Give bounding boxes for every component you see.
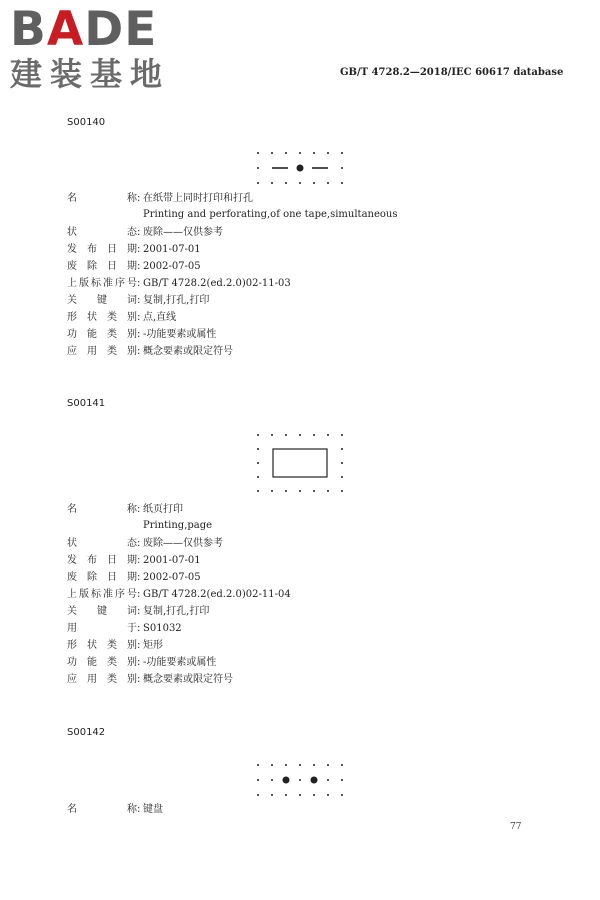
page-number: 77 xyxy=(510,822,522,832)
field-name xyxy=(67,803,163,817)
field-label: 用于 xyxy=(67,623,137,634)
field-value: 概念要素或限定符号 xyxy=(143,674,233,685)
colon: : xyxy=(137,261,141,272)
field-value: 废除——仅供参考 xyxy=(143,227,223,238)
colon: : xyxy=(137,329,141,340)
standard-reference: GB/T 4728.2—2018/IEC 60617 database xyxy=(340,67,564,78)
field-value: 概念要素或限定符号 xyxy=(143,346,233,357)
colon: : xyxy=(137,606,141,617)
field-value: GB/T 4728.2(ed.2.0)02-11-04 xyxy=(143,589,291,600)
field-status xyxy=(67,537,223,551)
field-value: 复制,打孔,打印 xyxy=(143,606,210,617)
field-value: 键盘 xyxy=(143,804,163,815)
field-label: 关键词 xyxy=(67,606,137,617)
field-label: 名称 xyxy=(67,193,137,204)
field-value: 复制,打孔,打印 xyxy=(143,295,210,306)
logo-letters-de: DE xyxy=(84,2,158,57)
field-value: 点,直线 xyxy=(143,312,177,323)
field-shape-category xyxy=(67,639,163,653)
field-status xyxy=(67,226,223,240)
field-value: GB/T 4728.2(ed.2.0)02-11-03 xyxy=(143,278,291,289)
colon: : xyxy=(137,346,141,357)
field-label: 发布日期 xyxy=(67,555,137,566)
symbol-print-perforate xyxy=(250,148,350,193)
colon: : xyxy=(137,657,141,668)
entry-id: S00140 xyxy=(67,117,106,128)
colon: : xyxy=(137,193,141,204)
field-publish-date xyxy=(67,243,201,257)
colon: : xyxy=(137,623,141,634)
field-value: 2001-07-01 xyxy=(143,244,201,255)
field-name xyxy=(67,503,183,517)
colon: : xyxy=(137,804,141,815)
colon: : xyxy=(137,227,141,238)
field-label: 关键词 xyxy=(67,295,137,306)
field-label: 名称 xyxy=(67,804,137,815)
colon: : xyxy=(137,555,141,566)
field-value: 2001-07-01 xyxy=(143,555,201,566)
field-value: 2002-07-05 xyxy=(143,261,201,272)
field-value: 矩形 xyxy=(143,640,163,651)
field-previous-standard xyxy=(67,277,291,291)
logo-letter-a: A xyxy=(46,2,85,57)
field-label: 上版标准序号 xyxy=(67,589,137,600)
field-label: 形状类别 xyxy=(67,312,137,323)
symbol-keyboard xyxy=(250,760,350,805)
field-application-category xyxy=(67,673,233,687)
field-label: 发布日期 xyxy=(67,244,137,255)
field-function-category xyxy=(67,656,216,670)
field-publish-date xyxy=(67,554,201,568)
field-label: 形状类别 xyxy=(67,640,137,651)
field-shape-category xyxy=(67,311,176,325)
bade-logo xyxy=(10,2,185,93)
field-label: 废除日期 xyxy=(67,261,137,272)
field-value: 纸页打印 xyxy=(143,504,183,515)
field-name xyxy=(67,192,253,206)
logo-chinese: 建装基地 xyxy=(10,55,171,93)
field-keywords xyxy=(67,605,209,619)
field-name-english: Printing,page xyxy=(143,520,213,531)
logo-letter-b: B xyxy=(10,2,47,57)
field-label: 应用类别 xyxy=(67,346,137,357)
field-label: 名称 xyxy=(67,504,137,515)
field-previous-standard xyxy=(67,588,291,602)
entry-id: S00141 xyxy=(67,398,106,409)
field-label: 状态 xyxy=(67,538,137,549)
colon: : xyxy=(137,572,141,583)
colon: : xyxy=(137,674,141,685)
logo-latin xyxy=(10,2,185,57)
field-label: 功能类别 xyxy=(67,657,137,668)
field-value: 在纸带上同时打印和打孔 xyxy=(143,193,253,204)
colon: : xyxy=(137,640,141,651)
field-value: 2002-07-05 xyxy=(143,572,201,583)
entry-id: S00142 xyxy=(67,727,106,738)
field-value: -功能要素或属性 xyxy=(143,657,217,668)
field-value: 废除——仅供参考 xyxy=(143,538,223,549)
field-name-english: Printing and perforating,of one tape,simultaneous xyxy=(143,209,398,220)
field-application-category xyxy=(67,345,233,359)
field-abolish-date xyxy=(67,260,201,274)
field-keywords xyxy=(67,294,209,308)
colon: : xyxy=(137,312,141,323)
field-label: 废除日期 xyxy=(67,572,137,583)
symbol-page-printing xyxy=(250,431,350,497)
colon: : xyxy=(137,278,141,289)
colon: : xyxy=(137,295,141,306)
field-label: 上版标准序号 xyxy=(67,278,137,289)
field-value: -功能要素或属性 xyxy=(143,329,217,340)
colon: : xyxy=(137,589,141,600)
field-abolish-date xyxy=(67,571,201,585)
field-function-category xyxy=(67,328,216,342)
field-value: S01032 xyxy=(143,623,182,634)
colon: : xyxy=(137,504,141,515)
field-label: 应用类别 xyxy=(67,674,137,685)
field-used-for xyxy=(67,622,182,636)
field-label: 功能类别 xyxy=(67,329,137,340)
field-label: 状态 xyxy=(67,227,137,238)
colon: : xyxy=(137,244,141,255)
colon: : xyxy=(137,538,141,549)
